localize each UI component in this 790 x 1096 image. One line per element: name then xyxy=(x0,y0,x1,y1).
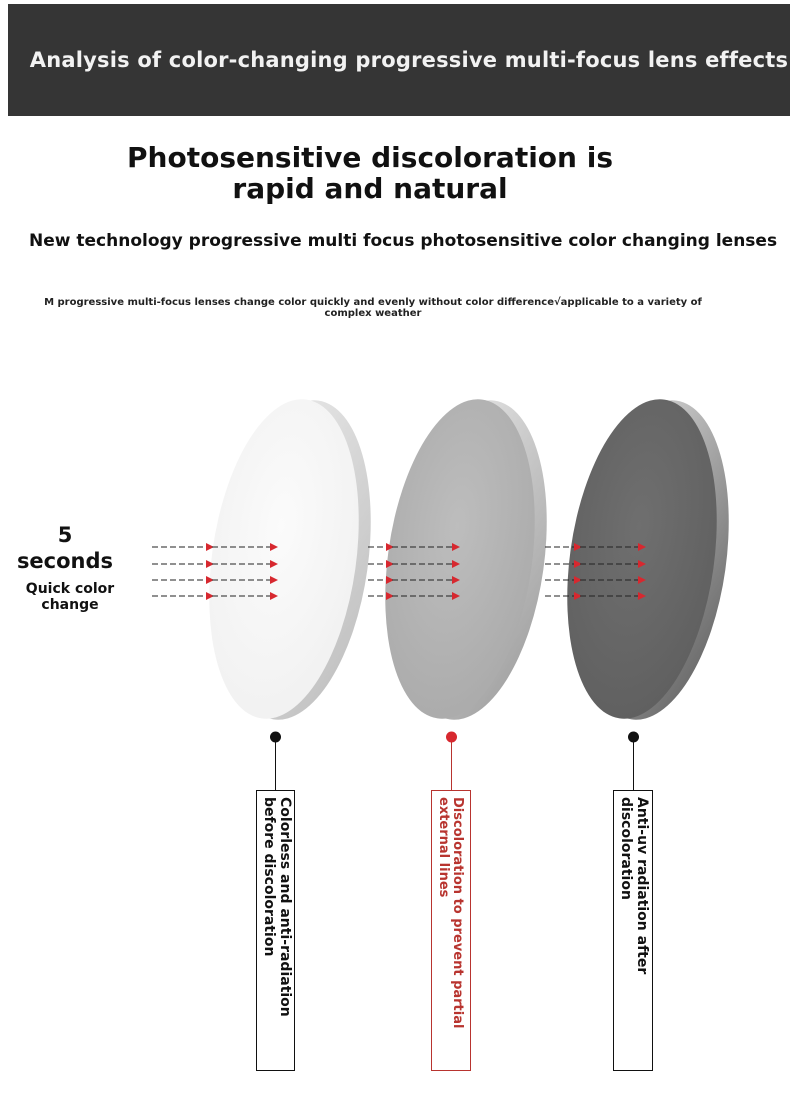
timer-caption: Quick color change xyxy=(25,581,115,613)
callout-clear-lens-text: Colorless and anti-radiation before discoloration xyxy=(261,797,293,1017)
callout-dark-lens xyxy=(613,790,653,1071)
dark-lens xyxy=(548,390,747,730)
timer-number: 5 xyxy=(57,523,73,547)
callout-grey-lens-text: Discoloration to prevent partial external lines xyxy=(436,797,465,1029)
headline-line-1: Photosensitive discoloration is xyxy=(127,141,613,174)
callout-dark-lens-text: Anti-uv radiation after discoloration xyxy=(618,797,650,975)
headline-line-2: rapid and natural xyxy=(232,172,508,205)
grey-lens xyxy=(366,390,565,730)
description-text: M progressive multi-focus lenses change color quickly and evenly without color difference√applicable to a variety of complex weather xyxy=(44,297,702,319)
clear-lens xyxy=(190,390,389,730)
connector-3 xyxy=(628,732,639,793)
callout-clear-lens xyxy=(256,790,295,1071)
connector-2 xyxy=(446,732,457,793)
subheading: New technology progressive multi focus photosensitive color changing lenses xyxy=(29,231,778,251)
connector-1 xyxy=(270,732,281,793)
callout-grey-lens xyxy=(431,790,471,1071)
banner-title: Analysis of color-changing progressive multi-focus lens effects xyxy=(29,48,789,72)
timer-unit: seconds xyxy=(16,549,114,573)
